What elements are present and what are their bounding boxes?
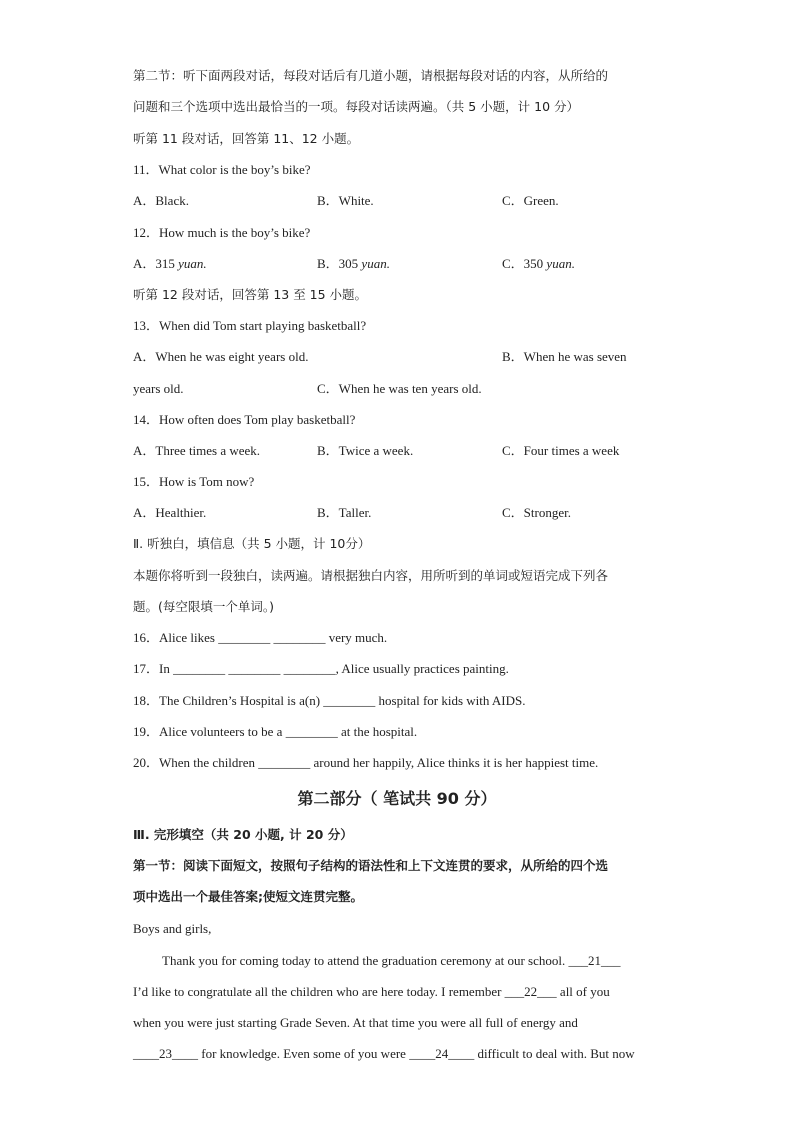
- q15-option-c: C．Stronger.: [502, 505, 571, 520]
- monologue-intro-line-1: 本题你将听到一段独白，读两遍。请根据独白内容，用所听到的单词或短语完成下列各: [133, 568, 609, 583]
- question-20: 20．When the children ________ around her happily, Alice thinks it is her happiest time.: [133, 755, 599, 770]
- passage-line-1: Thank you for coming today to attend the graduation ceremony at our school. ___21___: [162, 953, 621, 968]
- q13-option-a: A．When he was eight years old.: [133, 349, 309, 364]
- question-16: 16．Alice likes ________ ________ very much.: [133, 630, 388, 645]
- question-12: 12．How much is the boy’s bike?: [133, 225, 311, 240]
- question-18: 18．The Children’s Hospital is a(n) ________ hospital for kids with AIDS.: [133, 693, 526, 708]
- question-13: 13．When did Tom start playing basketball?: [133, 318, 367, 333]
- monologue-heading: Ⅱ. 听独白，填信息（共 5 小题，计 10分）: [133, 536, 371, 551]
- passage-greeting: Boys and girls,: [133, 921, 212, 936]
- section-intro-line-1: 第二节：听下面两段对话，每段对话后有几道小题，请根据每段对话的内容，从所给的: [133, 68, 609, 83]
- q13-option-b: B．When he was seven: [502, 349, 627, 364]
- blank-24: ____24____: [409, 1046, 475, 1061]
- question-14: 14．How often does Tom play basketball?: [133, 412, 356, 427]
- dialog-11-instruction: 听第 11 段对话，回答第 11、12 小题。: [133, 131, 360, 146]
- question-17: 17．In ________ ________ ________, Alice usually practices painting.: [133, 661, 509, 676]
- passage-line-4: ____23____ for knowledge. Even some of you were ____24____ difficult to deal with. But now: [133, 1046, 635, 1061]
- q15-option-b: B．Taller.: [317, 505, 372, 520]
- dialog-12-instruction: 听第 12 段对话，回答第 13 至 15 小题。: [133, 287, 368, 302]
- q11-option-b: B．White.: [317, 193, 374, 208]
- q12-option-b: B．305 yuan.: [317, 256, 390, 271]
- q13-option-c: C．When he was ten years old.: [317, 381, 482, 396]
- cloze-instruction-line-2: 项中选出一个最佳答案;使短文连贯完整。: [133, 889, 363, 904]
- cloze-instruction-line-1: 第一节：阅读下面短文，按照句子结构的语法性和上下文连贯的要求，从所给的四个选: [133, 858, 609, 873]
- blank-23: ____23____: [133, 1046, 198, 1061]
- q15-option-a: A．Healthier.: [133, 505, 207, 520]
- passage-line-2: I’d like to congratulate all the children who are here today. I remember ___22___ all of you: [133, 984, 610, 999]
- monologue-intro-line-2: 题。(每空限填一个单词。): [133, 599, 275, 614]
- q12-option-c: C．350 yuan.: [502, 256, 575, 271]
- blank-21: ___21___: [568, 953, 621, 968]
- q13-option-b-continued: years old.: [133, 381, 184, 396]
- q11-option-c: C．Green.: [502, 193, 559, 208]
- question-15: 15．How is Tom now?: [133, 474, 255, 489]
- passage-line-3: when you were just starting Grade Seven. At that time you were all full of energy and: [133, 1015, 578, 1030]
- q12-option-a: A．315 yuan.: [133, 256, 207, 271]
- blank-22: ___22___: [504, 984, 557, 999]
- part-two-title: 第二部分（ 笔试共 90 分）: [297, 789, 497, 808]
- q14-option-a: A．Three times a week.: [133, 443, 261, 458]
- section-intro-line-2: 问题和三个选项中选出最恰当的一项。每段对话读两遍。（共 5 小题，计 10 分）: [133, 99, 580, 114]
- cloze-heading: Ⅲ. 完形填空（共 20 小题, 计 20 分）: [133, 827, 353, 842]
- question-11: 11．What color is the boy’s bike?: [133, 162, 311, 177]
- q14-option-c: C．Four times a week: [502, 443, 620, 458]
- q14-option-b: B．Twice a week.: [317, 443, 414, 458]
- q11-option-a: A．Black.: [133, 193, 189, 208]
- question-19: 19．Alice volunteers to be a ________ at the hospital.: [133, 724, 418, 739]
